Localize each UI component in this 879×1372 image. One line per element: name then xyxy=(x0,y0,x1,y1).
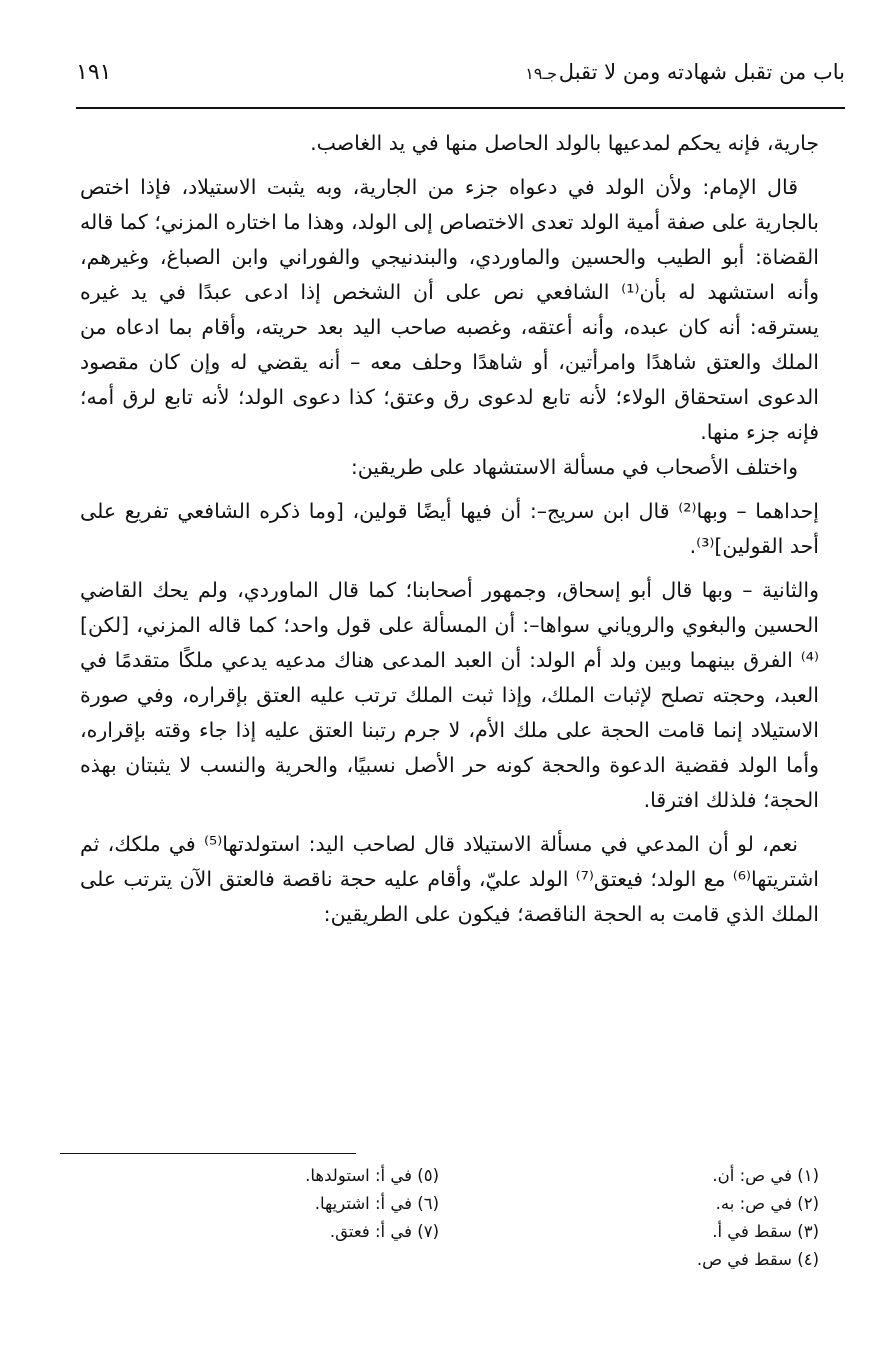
paragraph: جارية، فإنه يحكم لمدعيها بالولد الحاصل منها في يد الغاصب. xyxy=(310,131,819,155)
footnote-divider xyxy=(60,1153,356,1154)
footnote: (١) في ص: أن. xyxy=(712,1166,819,1185)
running-header xyxy=(76,58,845,102)
chapter-title: باب من تقبل شهادته ومن لا تقبل xyxy=(558,60,845,84)
header-divider xyxy=(76,107,845,109)
page-number: ١٩١ xyxy=(76,60,112,85)
footnote: (٧) في أ: فعتق. xyxy=(329,1222,439,1241)
footnote: (٢) في ص: به. xyxy=(715,1194,819,1213)
paragraph: نعم، لو أن المدعي في مسألة الاستيلاد قال لصاحب اليد: استولدتها⁽⁵⁾ في ملكك، ثم اشتريتها⁽⁶⁾ مع الولد؛ فيعتق⁽⁷⁾ الولد عليّ، وأقام عليه حجة ناقصة فالعتق الآن يترتب على الملك الذي قامت به الحجة الناقصة؛ فيكون على الطريقين: xyxy=(80,832,819,926)
footnote: (٦) في أ: اشتريها. xyxy=(314,1194,439,1213)
footnote: (٣) سقط في أ. xyxy=(712,1222,819,1241)
paragraph: والثانية – وبها قال أبو إسحاق، وجمهور أصحابنا؛ كما قال الماوردي، ولم يحك القاضي الحسين والبغوي والروياني سواها–: أن المسألة على قول واحد؛ كما قاله المزني، [لكن]⁽⁴⁾ الفرق بينهما وبين ولد أم الولد: أن العبد المدعى هناك مدعيه يدعي ملكًا متقدمًا في العبد، وحجته تصلح لإثبات الملك، وإذا ثبت الملك ترتب عليه العتق بإقراره، وفي صورة الاستيلاد إنما قامت الحجة على ملك الأم، لا جرم رتبنا العتق عليه إذا جاء وقته بإقراره، وأما الولد فقضية الدعوة والحجة كونه حر الأصل نسبيًا، والحرية والنسب لا يثبتان بهذه الحجة؛ فلذلك افترقا. xyxy=(80,578,819,812)
footnotes-column-left xyxy=(179,1162,439,1246)
paragraph: قال الإمام: ولأن الولد في دعواه جزء من الجارية، وبه يثبت الاستيلاد، فإذا اختص بالجارية على صفة أمية الولد تعدى الاختصاص إلى الولد، وهذا ما اختاره المزني؛ كما قاله القضاة: أبو الطيب والحسين والماوردي، والبندنيجي والفوراني وابن الصباغ، وغيرهم، وأنه استشهد له بأن⁽¹⁾ الشافعي نص على أن الشخص إذا ادعى عبدًا في يد غيره يسترقه: أنه كان عبده، وأنه أعتقه، وغصبه صاحب اليد بعد حريته، وأقام بما ادعاه من الملك والعتق شاهدًا وامرأتين، أو شاهدًا وحلف معه – أنه يقضي له وإن كان مقصود الدعوى استحقاق الولاء؛ لأنه تابع لدعوى رق وعتق؛ كذا دعوى الولد؛ لأنه تابع لرق أمه؛ فإنه جزء منها. xyxy=(80,175,819,444)
paragraph: واختلف الأصحاب في مسألة الاستشهاد على طريقين: xyxy=(350,455,798,479)
main-text xyxy=(80,126,819,932)
paragraph: إحداهما – وبها⁽²⁾ قال ابن سريج–: أن فيها أيضًا قولين، [وما ذكره الشافعي تفريع على أحد القولين]⁽³⁾. xyxy=(80,499,819,558)
volume-label: جـ١٩ xyxy=(525,64,557,83)
footnote: (٤) سقط في ص. xyxy=(696,1250,819,1269)
footnote: (٥) في أ: استولدها. xyxy=(305,1166,439,1185)
footnotes-column-right xyxy=(519,1162,819,1274)
